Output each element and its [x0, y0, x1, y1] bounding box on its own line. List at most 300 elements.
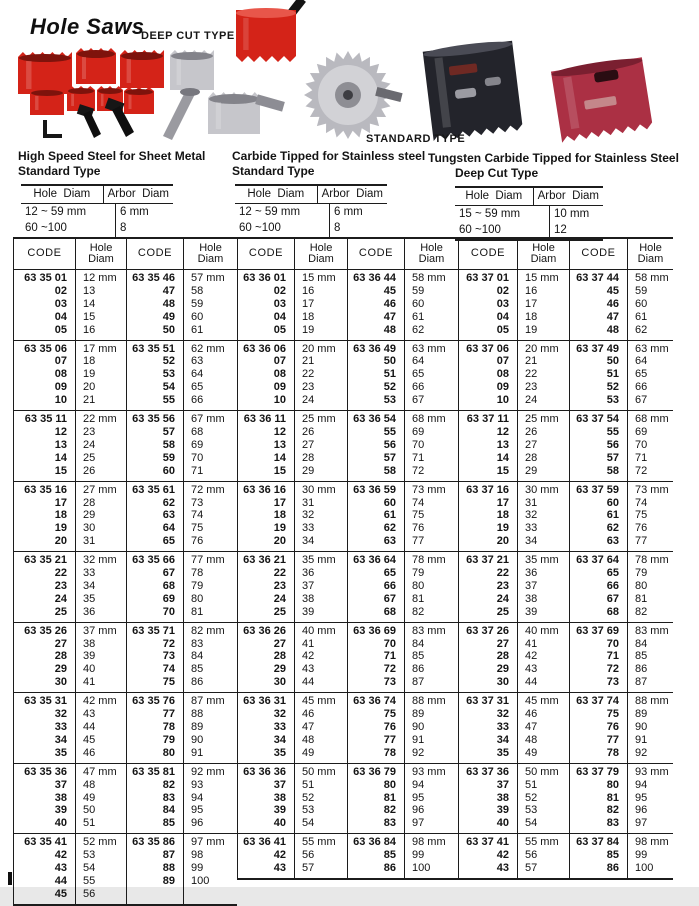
- code-cell: 18: [273, 509, 286, 522]
- diam-cell: 61: [412, 310, 425, 323]
- hole-diam-column: [75, 552, 126, 622]
- section-high-speed-steel: [18, 149, 233, 239]
- diam-cell: 31: [302, 496, 315, 509]
- code-cell: 55: [383, 425, 396, 438]
- code-cell: 04: [273, 310, 286, 323]
- diam-cell: 75: [191, 522, 204, 535]
- hole-diam-column: [294, 411, 347, 481]
- code-cell: 13: [273, 438, 286, 451]
- spec-cell: 12: [549, 223, 603, 239]
- table-block: [238, 410, 458, 481]
- section-subtitle: Standard Type: [18, 164, 101, 178]
- code-cell: 63 36 64: [353, 554, 396, 567]
- code-cell: 05: [273, 323, 286, 336]
- code-cell: 18: [496, 509, 509, 522]
- code-cell: 10: [54, 394, 67, 407]
- diam-cell: 85: [191, 663, 204, 676]
- diam-cell: 34: [525, 535, 538, 548]
- diam-cell: 53: [302, 804, 315, 817]
- code-cell: 63 36 49: [353, 342, 396, 355]
- hole-diam-column: [75, 411, 126, 481]
- code-cell: 18: [54, 509, 67, 522]
- hole-diam-column: [517, 623, 569, 693]
- code-cell: 78: [606, 746, 619, 759]
- diam-cell: 54: [302, 817, 315, 830]
- diam-cell: 30 mm: [525, 483, 559, 496]
- diam-cell: 43: [83, 708, 96, 721]
- code-cell: 30: [273, 676, 286, 689]
- code-cell: 72: [162, 637, 175, 650]
- spec-table: [21, 184, 173, 239]
- hole-diam-column: [404, 270, 458, 340]
- code-column: [459, 834, 517, 878]
- code-cell: 82: [162, 778, 175, 791]
- code-cell: 78: [162, 721, 175, 733]
- code-column: [14, 552, 75, 622]
- diam-cell: 24: [525, 394, 538, 407]
- diam-cell: 86: [191, 676, 204, 689]
- code-cell: 58: [162, 438, 175, 451]
- hole-diam-column: [183, 411, 237, 481]
- code-cell: 38: [273, 791, 286, 804]
- diam-cell: 90: [635, 721, 648, 733]
- hole-diam-column: [183, 834, 237, 904]
- code-column: [14, 270, 75, 340]
- code-cell: 42: [54, 849, 67, 862]
- code-column: [14, 693, 75, 763]
- hole-diam-column: [183, 623, 237, 693]
- table-block: [238, 340, 458, 411]
- deep-cut-type-label: DEEP CUT TYPE: [141, 30, 235, 42]
- hole-diam-column: [75, 482, 126, 552]
- hole-diam-column: [183, 270, 237, 340]
- code-cell: 83: [606, 817, 619, 830]
- code-cell: 61: [606, 509, 619, 522]
- code-cell: 43: [273, 862, 286, 875]
- diam-cell: 52 mm: [83, 836, 117, 849]
- code-cell: 22: [273, 567, 286, 580]
- diam-cell: 78 mm: [635, 554, 669, 567]
- code-cell: 35: [54, 746, 67, 759]
- diam-cell: 99: [191, 862, 204, 875]
- hole-diam-column: [294, 623, 347, 693]
- diam-cell: 27: [525, 438, 538, 451]
- diam-cell: 40 mm: [525, 624, 559, 637]
- spec-header-arbor: Arbor Diam: [317, 186, 387, 203]
- code-cell: 67: [162, 567, 175, 580]
- hole-diam-column: [294, 341, 347, 411]
- code-cell: 22: [54, 567, 67, 580]
- diam-cell: 25 mm: [302, 413, 336, 426]
- diam-cell: 100: [635, 862, 654, 875]
- code-cell: 08: [273, 368, 286, 381]
- hole-diam-column: [404, 693, 458, 763]
- code-column: [347, 482, 404, 552]
- diam-cell: 98 mm: [412, 836, 446, 849]
- code-cell: 85: [383, 849, 396, 862]
- diam-cell: 26: [302, 425, 315, 438]
- spec-cell: 15 ~ 59 mm: [459, 208, 521, 220]
- code-cell: 15: [273, 464, 286, 477]
- code-column: [126, 623, 183, 693]
- code-column: [459, 552, 517, 622]
- code-cell: 50: [606, 355, 619, 368]
- code-cell: 63 36 54: [353, 413, 396, 426]
- code-cell: 30: [54, 676, 67, 689]
- diam-cell: 42: [525, 650, 538, 663]
- diam-cell: 32: [525, 509, 538, 522]
- code-cell: 63 35 06: [24, 342, 67, 355]
- diam-cell: 69: [191, 438, 204, 451]
- hole-diam-column: [183, 341, 237, 411]
- code-cell: 29: [273, 663, 286, 676]
- diam-cell: 23: [83, 425, 96, 438]
- diam-cell: 65: [191, 381, 204, 394]
- hole-diam-column: [517, 764, 569, 834]
- diam-cell: 93: [191, 778, 204, 791]
- code-cell: 63 35 01: [24, 272, 67, 284]
- code-column: [569, 552, 627, 622]
- code-cell: 63 35 86: [132, 836, 175, 849]
- code-cell: 66: [383, 579, 396, 592]
- red-holesaw-photo: [236, 0, 306, 62]
- code-column: [459, 411, 517, 481]
- diam-cell: 64: [412, 355, 425, 368]
- diam-cell: 15 mm: [525, 272, 559, 284]
- code-cell: 63 36 59: [353, 483, 396, 496]
- hole-diam-header: Hole Diam: [404, 239, 458, 269]
- diam-cell: 99: [412, 849, 425, 862]
- diam-cell: 51: [302, 778, 315, 791]
- code-cell: 12: [54, 425, 67, 438]
- diam-cell: 40: [83, 663, 96, 676]
- table-block: [459, 833, 673, 878]
- code-cell: 63 36 41: [243, 836, 286, 849]
- diam-cell: 65: [412, 368, 425, 381]
- diam-cell: 56: [83, 887, 96, 900]
- code-cell: 57: [383, 451, 396, 464]
- code-cell: 72: [606, 663, 619, 676]
- code-cell: 17: [496, 496, 509, 509]
- code-header: CODE: [27, 247, 62, 260]
- diam-cell: 94: [412, 778, 425, 791]
- diam-cell: 68 mm: [412, 413, 446, 426]
- diam-cell: 59: [635, 284, 648, 297]
- code-cell: 68: [383, 605, 396, 618]
- code-cell: 12: [273, 425, 286, 438]
- spec-header-hole: Hole Diam: [33, 188, 91, 200]
- diam-cell: 71: [412, 451, 425, 464]
- code-cell: 63 35 51: [132, 342, 175, 355]
- code-cell: 62: [162, 496, 175, 509]
- diam-cell: 48: [83, 778, 96, 791]
- diam-cell: 33: [525, 522, 538, 535]
- code-cell: 73: [383, 676, 396, 689]
- code-cell: 88: [162, 862, 175, 875]
- code-cell: 63 37 16: [466, 483, 509, 496]
- code-cell: 57: [162, 425, 175, 438]
- code-cell: 63 37 36: [466, 765, 509, 778]
- code-cell: 63 37 74: [576, 695, 619, 708]
- hole-diam-column: [627, 411, 673, 481]
- code-cell: 32: [54, 708, 67, 721]
- code-cell: 37: [54, 778, 67, 791]
- diam-cell: 75: [635, 509, 648, 522]
- code-column: [126, 764, 183, 834]
- code-cell: 63 37 84: [576, 836, 619, 849]
- code-column: [238, 834, 294, 878]
- code-cell: 63 35 26: [24, 624, 67, 637]
- diam-cell: 92: [635, 746, 648, 759]
- diam-cell: 52: [525, 791, 538, 804]
- diam-cell: 16: [525, 284, 538, 297]
- diam-cell: 44: [525, 676, 538, 689]
- code-cell: 35: [496, 746, 509, 759]
- diam-cell: 40 mm: [302, 624, 336, 637]
- table-block: [14, 622, 237, 693]
- table-block: [238, 622, 458, 693]
- code-cell: 39: [54, 804, 67, 817]
- code-cell: 10: [496, 394, 509, 407]
- diam-cell: 49: [83, 791, 96, 804]
- code-cell: 50: [162, 323, 175, 336]
- code-cell: 63 36 06: [243, 342, 286, 355]
- code-cell: 17: [273, 496, 286, 509]
- code-cell: 32: [273, 708, 286, 721]
- code-column: [347, 552, 404, 622]
- hole-diam-column: [404, 764, 458, 834]
- diam-cell: 38: [525, 592, 538, 605]
- hole-diam-column: [404, 341, 458, 411]
- code-cell: 70: [383, 637, 396, 650]
- diam-cell: 78 mm: [412, 554, 446, 567]
- hole-diam-column: [404, 623, 458, 693]
- code-cell: 28: [273, 650, 286, 663]
- deep-cut-holesaw-photo: [163, 50, 214, 140]
- code-cell: 63 35 31: [24, 695, 67, 708]
- diam-cell: 44: [302, 676, 315, 689]
- code-cell: 75: [383, 708, 396, 721]
- code-cell: 63 36 36: [243, 765, 286, 778]
- code-table-group-2: [237, 237, 458, 880]
- diam-cell: 97: [412, 817, 425, 830]
- diam-cell: 29: [302, 464, 315, 477]
- code-cell: 20: [273, 535, 286, 548]
- code-cell: 63: [383, 535, 396, 548]
- code-cell: 48: [606, 323, 619, 336]
- code-cell: 48: [383, 323, 396, 336]
- code-cell: 05: [496, 323, 509, 336]
- hole-diam-column: [75, 623, 126, 693]
- code-cell: 67: [383, 592, 396, 605]
- diam-cell: 85: [635, 650, 648, 663]
- code-cell: 40: [496, 817, 509, 830]
- diam-cell: 81: [191, 605, 204, 618]
- code-cell: 34: [273, 733, 286, 746]
- code-cell: 08: [496, 368, 509, 381]
- code-cell: 63 35 66: [132, 554, 175, 567]
- diam-cell: 30: [83, 522, 96, 535]
- code-cell: 84: [162, 804, 175, 817]
- code-cell: 03: [273, 297, 286, 310]
- code-cell: 27: [54, 637, 67, 650]
- code-cell: 63 35 21: [24, 554, 67, 567]
- code-cell: 03: [496, 297, 509, 310]
- code-table-group-3: [458, 237, 673, 880]
- code-cell: 63: [606, 535, 619, 548]
- diam-cell: 80: [412, 579, 425, 592]
- diam-cell: 37: [525, 579, 538, 592]
- code-cell: 75: [162, 676, 175, 689]
- code-cell: 72: [383, 663, 396, 676]
- diam-cell: 28: [302, 451, 315, 464]
- diam-cell: 81: [635, 592, 648, 605]
- holesaw-set-photo: [18, 48, 164, 138]
- diam-cell: 62: [635, 323, 648, 336]
- diam-cell: 39: [525, 605, 538, 618]
- diam-cell: 80: [191, 592, 204, 605]
- diam-cell: 18: [525, 310, 538, 323]
- diam-cell: 81: [412, 592, 425, 605]
- code-cell: 53: [162, 368, 175, 381]
- diam-cell: 44: [83, 721, 96, 733]
- code-column: [459, 623, 517, 693]
- diam-cell: 77: [635, 535, 648, 548]
- diam-cell: 77 mm: [191, 554, 225, 567]
- diam-cell: 25 mm: [525, 413, 559, 426]
- spec-cell: 6 mm: [329, 204, 387, 221]
- diam-cell: 30 mm: [302, 483, 336, 496]
- code-cell: 63 37 11: [466, 413, 509, 426]
- diam-cell: 62: [412, 323, 425, 336]
- diam-cell: 58 mm: [412, 272, 446, 284]
- hole-diam-column: [517, 834, 569, 878]
- code-tables: [13, 237, 673, 906]
- diam-cell: 92: [412, 746, 425, 759]
- table-block: [14, 340, 237, 411]
- spec-cell: 10 mm: [549, 206, 603, 223]
- diam-cell: 26: [83, 464, 96, 477]
- diam-cell: 70: [412, 438, 425, 451]
- code-cell: 63: [162, 509, 175, 522]
- code-cell: 70: [606, 637, 619, 650]
- diam-cell: 50 mm: [525, 765, 559, 778]
- code-cell: 29: [496, 663, 509, 676]
- diam-cell: 41: [302, 637, 315, 650]
- code-cell: 63 36 01: [243, 272, 286, 284]
- table-block: [14, 270, 237, 340]
- code-cell: 60: [383, 496, 396, 509]
- code-cell: 23: [54, 579, 67, 592]
- code-cell: 23: [496, 579, 509, 592]
- code-column: [238, 270, 294, 340]
- diam-cell: 83: [191, 637, 204, 650]
- hole-diam-column: [294, 764, 347, 834]
- spec-row: [235, 204, 387, 221]
- hole-diam-column: [517, 270, 569, 340]
- code-header: CODE: [248, 247, 284, 260]
- diam-cell: 53: [525, 804, 538, 817]
- diam-cell: 21: [83, 394, 96, 407]
- code-cell: 19: [54, 522, 67, 535]
- code-cell: 80: [162, 746, 175, 759]
- diam-cell: 35: [83, 592, 96, 605]
- diam-cell: 17: [525, 297, 538, 310]
- diam-cell: 26: [525, 425, 538, 438]
- code-cell: 63 36 69: [353, 624, 396, 637]
- code-cell: 57: [606, 451, 619, 464]
- table-block: [459, 763, 673, 834]
- code-cell: 71: [606, 650, 619, 663]
- diam-cell: 35 mm: [525, 554, 559, 567]
- diam-cell: 57: [302, 862, 315, 875]
- diam-cell: 59: [191, 297, 204, 310]
- code-cell: 47: [162, 284, 175, 297]
- code-cell: 34: [54, 733, 67, 746]
- table-block: [459, 622, 673, 693]
- code-cell: 63 37 06: [466, 342, 509, 355]
- diam-cell: 59: [412, 284, 425, 297]
- diam-cell: 95: [412, 791, 425, 804]
- diam-cell: 96: [635, 804, 648, 817]
- hole-diam-column: [517, 411, 569, 481]
- code-column: [238, 623, 294, 693]
- code-column: [126, 270, 183, 340]
- code-cell: 73: [606, 676, 619, 689]
- code-cell: 86: [383, 862, 396, 875]
- hole-diam-column: [294, 693, 347, 763]
- diam-cell: 43: [525, 663, 538, 676]
- diam-cell: 63: [191, 355, 204, 368]
- diam-cell: 61: [191, 323, 204, 336]
- code-cell: 63 35 46: [132, 272, 175, 284]
- hole-diam-column: [183, 693, 237, 763]
- code-cell: 74: [162, 663, 175, 676]
- code-cell: 76: [383, 721, 396, 733]
- diam-cell: 88: [191, 708, 204, 721]
- table-block: [459, 270, 673, 340]
- code-cell: 63 35 71: [132, 624, 175, 637]
- code-cell: 02: [273, 284, 286, 297]
- diam-cell: 27: [302, 438, 315, 451]
- diam-cell: 49: [525, 746, 538, 759]
- diam-cell: 63 mm: [635, 342, 669, 355]
- code-cell: 02: [54, 284, 67, 297]
- code-column: [347, 270, 404, 340]
- code-cell: 63 37 41: [466, 836, 509, 849]
- code-cell: 51: [606, 368, 619, 381]
- code-cell: 20: [54, 535, 67, 548]
- code-cell: 63 37 64: [576, 554, 619, 567]
- code-cell: 33: [273, 721, 286, 733]
- diam-cell: 23: [525, 381, 538, 394]
- code-cell: 80: [606, 778, 619, 791]
- code-cell: 63 35 81: [132, 765, 175, 778]
- table-block: [459, 692, 673, 763]
- hole-diam-column: [517, 341, 569, 411]
- code-column: [459, 482, 517, 552]
- code-cell: 58: [383, 464, 396, 477]
- diam-cell: 93 mm: [412, 765, 446, 778]
- code-cell: 19: [273, 522, 286, 535]
- code-cell: 45: [383, 284, 396, 297]
- code-cell: 77: [162, 708, 175, 721]
- spec-row: [21, 221, 173, 237]
- code-cell: 87: [162, 849, 175, 862]
- hole-diam-column: [517, 552, 569, 622]
- code-cell: 82: [606, 804, 619, 817]
- code-cell: 63 37 49: [576, 342, 619, 355]
